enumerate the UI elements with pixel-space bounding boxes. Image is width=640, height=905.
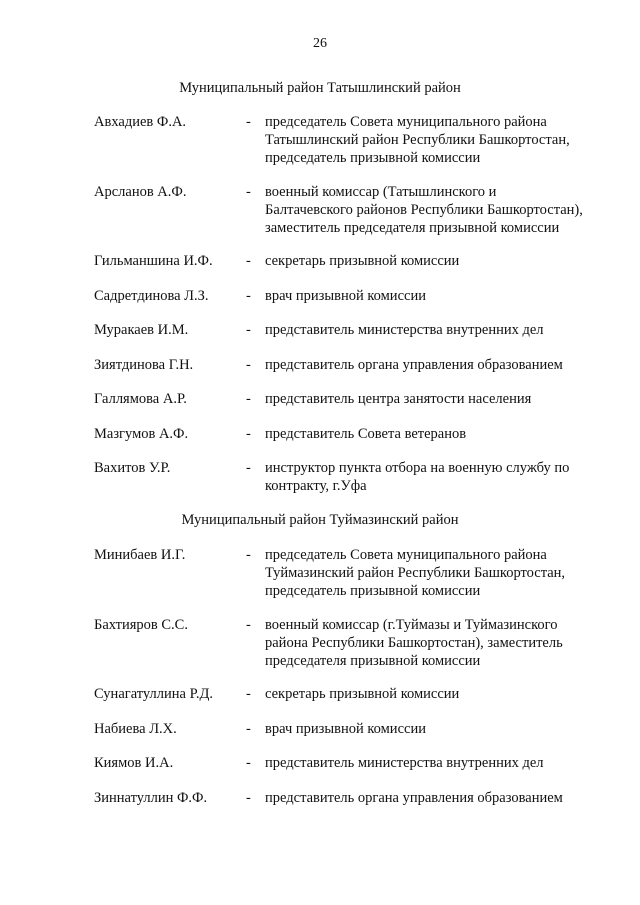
member-name: Садретдинова Л.З. bbox=[94, 288, 209, 304]
member-name: Киямов И.А. bbox=[94, 755, 174, 771]
member-role bbox=[265, 252, 605, 270]
role-line: представитель органа управления образованием bbox=[265, 790, 563, 806]
member-name: Вахитов У.Р. bbox=[94, 460, 171, 476]
separator-dash: - bbox=[246, 686, 251, 702]
member-role bbox=[265, 459, 605, 495]
role-line: инструктор пункта отбора на военную службу по bbox=[265, 460, 570, 476]
separator-dash: - bbox=[246, 322, 251, 338]
member-role bbox=[265, 183, 605, 237]
role-line: контракту, г.Уфа bbox=[265, 478, 367, 494]
section-title: Муниципальный район Татышлинский район bbox=[179, 80, 461, 96]
member-name: Зиятдинова Г.Н. bbox=[94, 357, 194, 373]
member-name: Мазгумов А.Ф. bbox=[94, 426, 189, 442]
member-role bbox=[265, 287, 605, 305]
member-name: Гильманшина И.Ф. bbox=[94, 253, 213, 269]
member-name: Сунагатуллина Р.Д. bbox=[94, 686, 213, 702]
role-line: района Республики Башкортостан), заместитель bbox=[265, 635, 563, 651]
member-role bbox=[265, 321, 605, 339]
member-name: Арсланов А.Ф. bbox=[94, 184, 187, 200]
member-role bbox=[265, 546, 605, 600]
member-role bbox=[265, 754, 605, 772]
separator-dash: - bbox=[246, 755, 251, 771]
role-line: военный комиссар (г.Туймазы и Туймазинского bbox=[265, 617, 558, 633]
member-role bbox=[265, 685, 605, 703]
role-line: Балтачевского районов Республики Башкортостан), bbox=[265, 202, 583, 218]
separator-dash: - bbox=[246, 721, 251, 737]
role-line: военный комиссар (Татышлинского и bbox=[265, 184, 497, 200]
member-name: Набиева Л.Х. bbox=[94, 721, 177, 737]
role-line: представитель центра занятости населения bbox=[265, 391, 532, 407]
role-line: Туймазинский район Республики Башкортостан, bbox=[265, 565, 566, 581]
separator-dash: - bbox=[246, 391, 251, 407]
separator-dash: - bbox=[246, 184, 251, 200]
separator-dash: - bbox=[246, 114, 251, 130]
member-role bbox=[265, 390, 605, 408]
member-name: Зиннатуллин Ф.Ф. bbox=[94, 790, 208, 806]
role-line: Татышлинский район Республики Башкортостан, bbox=[265, 132, 570, 148]
member-role bbox=[265, 720, 605, 738]
section-title: Муниципальный район Туймазинский район bbox=[181, 512, 459, 528]
role-line: председателя призывной комиссии bbox=[265, 653, 481, 669]
member-role bbox=[265, 113, 605, 167]
member-role bbox=[265, 356, 605, 374]
member-role bbox=[265, 789, 605, 807]
role-line: представитель органа управления образованием bbox=[265, 357, 563, 373]
role-line: врач призывной комиссии bbox=[265, 288, 426, 304]
member-name: Галлямова А.Р. bbox=[94, 391, 187, 407]
separator-dash: - bbox=[246, 617, 251, 633]
role-line: представитель министерства внутренних дел bbox=[265, 755, 544, 771]
member-name: Минибаев И.Г. bbox=[94, 547, 186, 563]
role-line: представитель Совета ветеранов bbox=[265, 426, 467, 442]
member-name: Авхадиев Ф.А. bbox=[94, 114, 187, 130]
separator-dash: - bbox=[246, 790, 251, 806]
role-line: заместитель председателя призывной комиссии bbox=[265, 220, 560, 236]
role-line: врач призывной комиссии bbox=[265, 721, 426, 737]
role-line: председатель призывной комиссии bbox=[265, 583, 481, 599]
role-line: секретарь призывной комиссии bbox=[265, 686, 460, 702]
separator-dash: - bbox=[246, 547, 251, 563]
member-name: Муракаев И.М. bbox=[94, 322, 189, 338]
separator-dash: - bbox=[246, 426, 251, 442]
role-line: представитель министерства внутренних дел bbox=[265, 322, 544, 338]
role-line: секретарь призывной комиссии bbox=[265, 253, 460, 269]
separator-dash: - bbox=[246, 460, 251, 476]
separator-dash: - bbox=[246, 253, 251, 269]
member-name: Бахтияров С.С. bbox=[94, 617, 188, 633]
role-line: председатель Совета муниципального района bbox=[265, 547, 547, 563]
separator-dash: - bbox=[246, 357, 251, 373]
member-role bbox=[265, 425, 605, 443]
role-line: председатель Совета муниципального района bbox=[265, 114, 547, 130]
page-number: 26 bbox=[313, 36, 327, 51]
member-role bbox=[265, 616, 605, 670]
role-line: председатель призывной комиссии bbox=[265, 150, 481, 166]
separator-dash: - bbox=[246, 288, 251, 304]
